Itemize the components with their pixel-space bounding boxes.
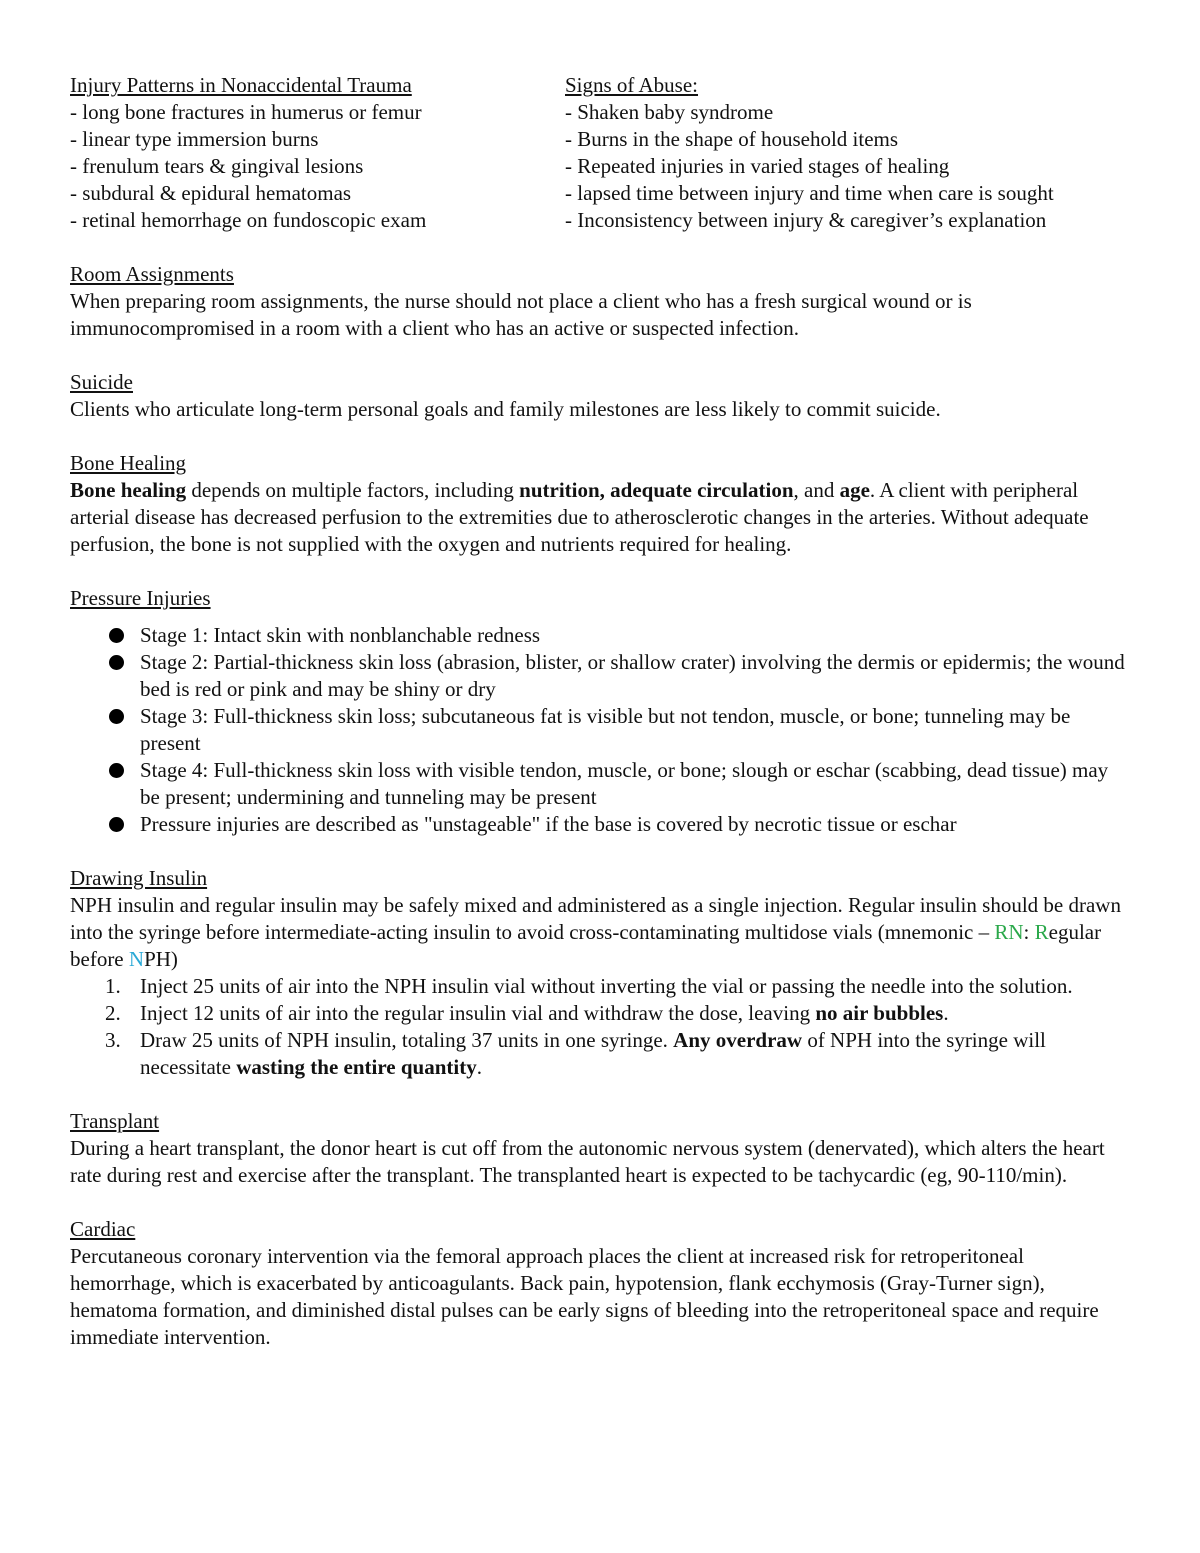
bone-healing-bold-term: Bone healing	[70, 478, 187, 502]
bullet-icon	[109, 709, 124, 724]
step-text: Inject 25 units of air into the NPH insulin vial without inverting the vial or passing the needle into the solution.	[140, 974, 1073, 998]
mnemonic-egular: egular before	[70, 920, 1102, 971]
room-assignments-body: When preparing room assignments, the nurse should not place a client who has a fresh surgical wound or is immunocompromised in a room with a client who has an active or suspected infection.	[70, 289, 972, 340]
bone-healing-text: depends on multiple factors, including	[186, 478, 520, 502]
sign-of-abuse-item: - Repeated injuries in varied stages of healing	[565, 154, 950, 178]
list-item-text: Pressure injuries are described as "unstageable" if the base is covered by necrotic tissue or eschar	[140, 812, 957, 836]
bullet-icon	[109, 817, 124, 832]
cardiac-section	[70, 1216, 1130, 1351]
cardiac-body: Percutaneous coronary intervention via the femoral approach places the client at increased risk for retroperitoneal hemorrhage, which is exacerbated by anticoagulants. Back pain, hypotension, flank ecchymosis (Gray-Turner sign), hematoma formation, and diminished distal pulses can be early signs of bleeding into the retroperitoneal space and require immediate intervention.	[70, 1244, 1099, 1349]
mnemonic-rn: RN	[994, 920, 1024, 944]
injury-pattern-item: - long bone fractures in humerus or femur	[70, 100, 422, 124]
list-item	[140, 703, 1130, 757]
transplant-section	[70, 1108, 1130, 1189]
list-item-text: Stage 2: Partial-thickness skin loss (abrasion, blister, or shallow crater) involving the dermis or epidermis; the wound bed is red or pink and may be shiny or dry	[140, 650, 1125, 701]
sign-of-abuse-item: - Burns in the shape of household items	[565, 127, 899, 151]
list-item	[140, 649, 1130, 703]
pressure-injuries-list	[70, 622, 1130, 838]
list-item	[105, 1027, 1130, 1081]
mnemonic-r: R	[1034, 920, 1049, 944]
bullet-icon	[109, 628, 124, 643]
step-bold-text: wasting the entire quantity	[236, 1055, 477, 1079]
sign-of-abuse-item: - Inconsistency between injury & caregiver’s explanation	[565, 208, 1047, 232]
sign-of-abuse-item: - lapsed time between injury and time when care is sought	[565, 181, 1054, 205]
step-text: Draw 25 units of NPH insulin, totaling 37 units in one syringe.	[140, 1028, 674, 1052]
injury-pattern-item: - linear type immersion burns	[70, 127, 319, 151]
injury-pattern-item: - subdural & epidural hematomas	[70, 181, 352, 205]
transplant-heading: Transplant	[70, 1109, 160, 1133]
injury-pattern-item: - retinal hemorrhage on fundoscopic exam	[70, 208, 427, 232]
bone-healing-text: , and	[793, 478, 840, 502]
cardiac-heading: Cardiac	[70, 1217, 136, 1241]
bone-healing-heading: Bone Healing	[70, 451, 187, 475]
drawing-insulin-intro	[70, 892, 1130, 973]
step-bold-text: Any overdraw	[673, 1028, 803, 1052]
step-end: .	[476, 1055, 482, 1079]
bone-healing-section	[70, 450, 1130, 558]
bone-healing-text: . A client with peripheral arterial disease has decreased perfusion to the extremities due to atherosclerotic changes in the arteries. Without adequate perfusion, the bone is not supplied with the oxygen and nutrients required for healing.	[70, 478, 1089, 556]
mnemonic-colon: :	[1023, 920, 1035, 944]
list-item	[105, 1000, 1130, 1027]
signs-of-abuse-heading: Signs of Abuse:	[565, 73, 699, 97]
injury-patterns-heading: Injury Patterns in Nonaccidental Trauma	[70, 73, 412, 97]
suicide-heading: Suicide	[70, 370, 133, 394]
room-assignments-section	[70, 261, 1130, 342]
list-item-text: Stage 4: Full-thickness skin loss with visible tendon, muscle, or bone; slough or eschar (scabbing, dead tissue) may be present; undermining and tunneling may be present	[140, 758, 1109, 809]
step-text: of NPH into the syringe will necessitate	[140, 1028, 1046, 1079]
list-item	[105, 973, 1130, 1000]
mnemonic-ph: PH)	[144, 947, 178, 971]
step-number: 2.	[105, 1001, 121, 1025]
list-item	[140, 757, 1130, 811]
list-item	[140, 811, 1130, 838]
list-item-text: Stage 3: Full-thickness skin loss; subcutaneous fat is visible but not tendon, muscle, or bone; tunneling may be present	[140, 704, 1071, 755]
drawing-insulin-section	[70, 865, 1130, 1081]
injury-patterns-section	[70, 72, 565, 234]
transplant-body: During a heart transplant, the donor heart is cut off from the autonomic nervous system (denervated), which alters the heart rate during rest and exercise after the transplant. The transplanted heart is expected to be tachycardic (eg, 90-110/min).	[70, 1136, 1105, 1187]
step-text: Inject 12 units of air into the regular insulin vial and withdraw the dose, leaving	[140, 1001, 816, 1025]
bone-healing-bold-age: age	[839, 478, 870, 502]
list-item	[140, 622, 1130, 649]
pressure-injuries-section	[70, 585, 1130, 838]
bullet-icon	[109, 655, 124, 670]
room-assignments-heading: Room Assignments	[70, 262, 234, 286]
suicide-section	[70, 369, 1130, 423]
step-number: 3.	[105, 1028, 121, 1052]
insulin-steps-list	[70, 973, 1130, 1081]
signs-of-abuse-section	[565, 72, 1130, 234]
bullet-icon	[109, 763, 124, 778]
bone-healing-bold-factors: nutrition, adequate circulation	[519, 478, 794, 502]
mnemonic-n: N	[128, 947, 145, 971]
step-bold-text: no air bubbles	[815, 1001, 944, 1025]
suicide-body: Clients who articulate long-term personal goals and family milestones are less likely to commit suicide.	[70, 397, 941, 421]
step-number: 1.	[105, 974, 121, 998]
drawing-insulin-intro-text: NPH insulin and regular insulin may be safely mixed and administered as a single injection. Regular insulin should be drawn into the syringe before intermediate-acting insulin to avoid cross-contaminating multidose vials (mnemonic –	[70, 893, 1121, 944]
drawing-insulin-heading: Drawing Insulin	[70, 866, 208, 890]
injury-pattern-item: - frenulum tears & gingival lesions	[70, 154, 364, 178]
abuse-columns	[70, 72, 1130, 234]
bone-healing-body	[70, 477, 1130, 558]
list-item-text: Stage 1: Intact skin with nonblanchable redness	[140, 623, 541, 647]
step-end: .	[943, 1001, 949, 1025]
sign-of-abuse-item: - Shaken baby syndrome	[565, 100, 774, 124]
pressure-injuries-heading: Pressure Injuries	[70, 586, 211, 610]
